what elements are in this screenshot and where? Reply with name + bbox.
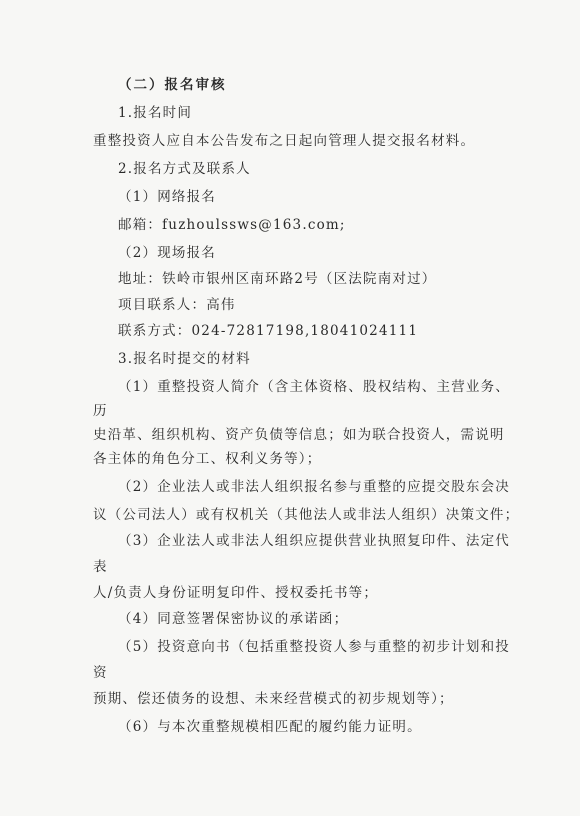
paragraph-line: （1）重整投资人简介（含主体资格、股权结构、主营业务、 xyxy=(118,379,510,395)
paragraph-line: （3）企业法人或非法人组织应提供营业执照复印件、法定代 xyxy=(118,533,510,549)
email-line: 邮箱：fuzhoulssws@163.com; xyxy=(118,217,346,233)
item-online-registration: （1）网络报名 xyxy=(118,189,216,205)
paragraph-line: （5）投资意向书（包括重整投资人参与重整的初步计划和投 xyxy=(118,639,510,655)
paragraph-line: 议（公司法人）或有权机关（其他法人或非法人组织）决策文件； xyxy=(93,507,520,523)
paragraph-line: 各主体的角色分工、权利义务等）； xyxy=(93,451,322,467)
address-line: 地址：铁岭市银州区南环路2号（区法院南对过） xyxy=(118,271,437,287)
paragraph-line: 历 xyxy=(93,403,108,419)
subheading-registration-method: 2.报名方式及联系人 xyxy=(118,161,251,177)
paragraph-line: 表 xyxy=(93,559,108,575)
subheading-registration-time: 1.报名时间 xyxy=(118,105,193,121)
item-onsite-registration: （2）现场报名 xyxy=(118,245,216,261)
paragraph-line: 资 xyxy=(93,665,108,681)
paragraph-line: （6）与本次重整规模相匹配的履约能力证明。 xyxy=(118,719,422,735)
paragraph-line: （4）同意签署保密协议的承诺函； xyxy=(118,611,349,627)
contact-person-line: 项目联系人：高伟 xyxy=(118,297,236,313)
paragraph-line: （2）企业法人或非法人组织报名参与重整的应提交股东会决 xyxy=(118,479,510,495)
contact-phone-line: 联系方式：024-72817198,18041024111 xyxy=(118,323,419,339)
paragraph-line: 史沿革、组织机构、资产负债等信息；如为联合投资人，需说明 xyxy=(93,427,505,443)
subheading-materials: 3.报名时提交的材料 xyxy=(118,351,251,367)
paragraph-line: 人/负责人身份证明复印件、授权委托书等； xyxy=(93,585,379,601)
paragraph-line: 重整投资人应自本公告发布之日起向管理人提交报名材料。 xyxy=(93,133,476,149)
paragraph-line: 预期、偿还债务的设想、未来经营模式的初步规划等）； xyxy=(93,691,454,707)
section-heading: （二）报名审核 xyxy=(118,77,227,93)
